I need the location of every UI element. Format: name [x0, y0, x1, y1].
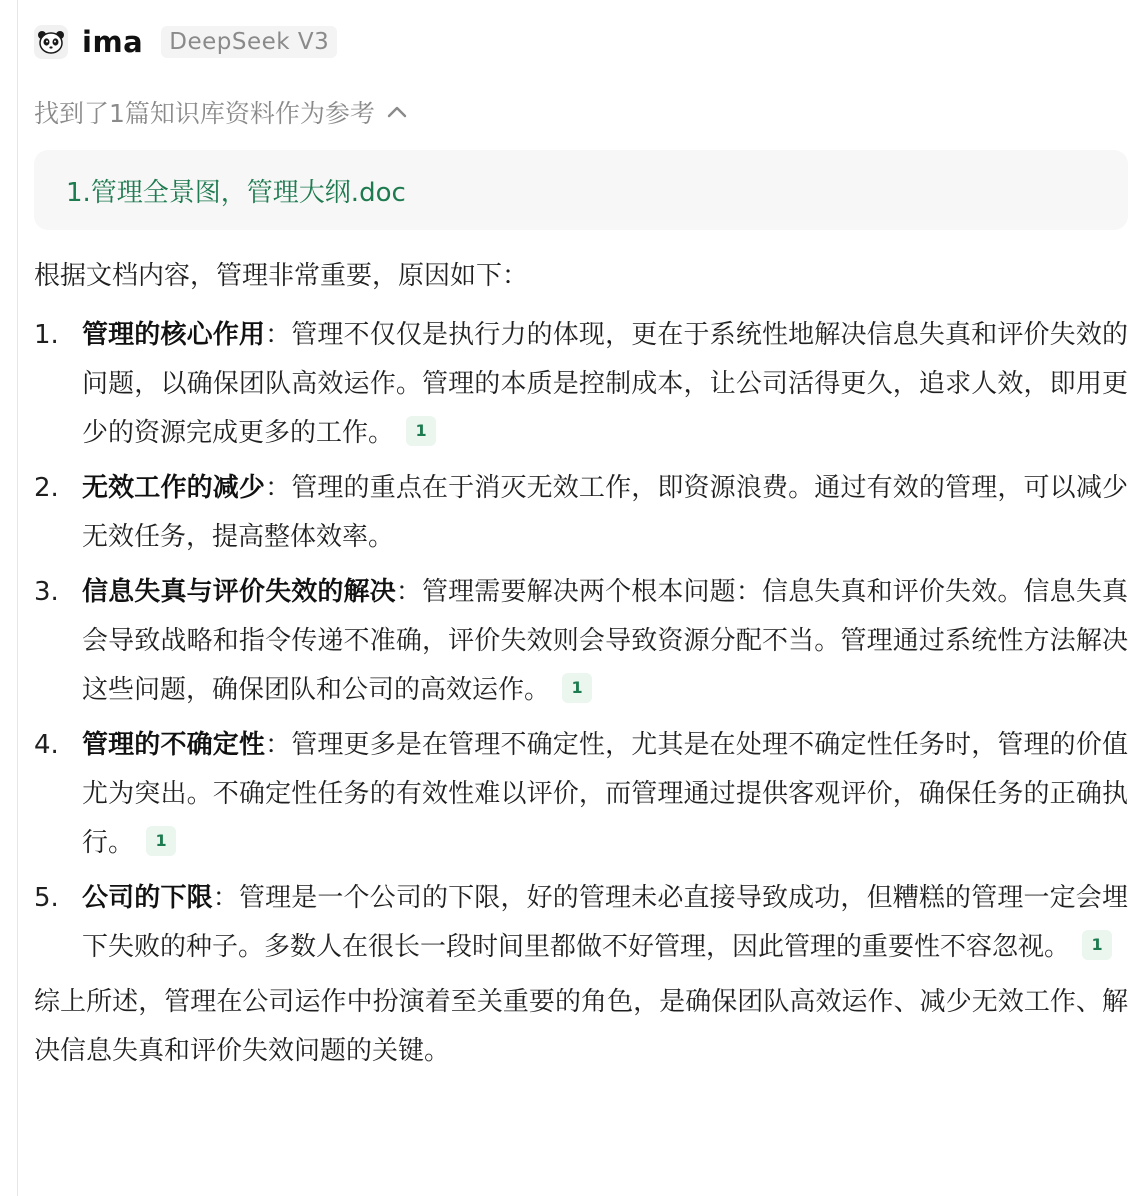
point-title: 无效工作的减少 — [82, 473, 266, 503]
point-text: 管理需要解决两个根本问题：信息失真和评价失效。信息失真会导致战略和指令传递不准确，评价失效则会导致资源分配不当。管理通过系统性方法解决这些问题，确保团队和公司的高效运作。 — [82, 577, 1128, 705]
reference-link-doc[interactable]: 1.管理全景图，管理大纲.doc — [66, 177, 406, 208]
chevron-up-icon[interactable] — [387, 106, 407, 118]
list-item — [34, 568, 1128, 715]
point-separator: ： — [395, 577, 422, 607]
point-title: 管理的核心作用 — [82, 320, 266, 350]
list-content — [82, 721, 1128, 868]
list-number: 2. — [34, 473, 59, 503]
citation-badge[interactable]: 1 — [562, 673, 592, 703]
list-content — [82, 311, 1128, 458]
point-separator: ： — [265, 320, 292, 350]
answer-body — [34, 252, 1128, 1076]
citation-badge[interactable]: 1 — [1082, 930, 1112, 960]
list-number: 5. — [34, 883, 59, 913]
panda-icon — [34, 25, 68, 59]
app-name: ima — [82, 25, 144, 59]
point-separator: ： — [265, 473, 292, 503]
point-text: 管理不仅仅是执行力的体现，更在于系统性地解决信息失真和评价失效的问题，以确保团队高效运作。管理的本质是控制成本，让公司活得更久，追求人效，即用更少的资源完成更多的工作。 — [82, 320, 1128, 448]
citation-badge[interactable]: 1 — [146, 826, 176, 856]
reasons-list — [34, 311, 1128, 972]
point-text: 管理的重点在于消灭无效工作，即资源浪费。通过有效的管理，可以减少无效任务，提高整体效率。 — [82, 473, 1128, 552]
list-number: 1. — [34, 320, 59, 350]
list-item — [34, 311, 1128, 458]
point-title: 公司的下限 — [82, 883, 213, 913]
answer-intro: 根据文档内容，管理非常重要，原因如下： — [34, 261, 529, 291]
list-number: 3. — [34, 577, 59, 607]
references-toggle-label: 找到了1篇知识库资料作为参考 — [34, 99, 375, 128]
point-text: 管理是一个公司的下限，好的管理未必直接导致成功，但糟糕的管理一定会埋下失败的种子。多数人在很长一段时间里都做不好管理，因此管理的重要性不容忽视。 — [82, 883, 1128, 962]
left-divider — [17, 0, 18, 1196]
list-item — [34, 721, 1128, 868]
list-content — [82, 874, 1128, 972]
point-text: 管理更多是在管理不确定性，尤其是在处理不确定性任务时，管理的价值尤为突出。不确定性任务的有效性难以评价，而管理通过提供客观评价，确保任务的正确执行。 — [82, 730, 1128, 858]
list-item — [34, 874, 1128, 972]
point-separator: ： — [212, 883, 239, 913]
list-number: 4. — [34, 730, 59, 760]
response-header — [34, 20, 1128, 64]
list-item — [34, 464, 1128, 562]
citation-badge[interactable]: 1 — [406, 416, 436, 446]
references-list — [34, 150, 1128, 230]
model-badge: DeepSeek V3 — [161, 26, 337, 58]
chat-response — [34, 20, 1128, 1076]
list-content — [82, 464, 1128, 562]
references-toggle[interactable] — [34, 94, 1128, 130]
list-content — [82, 568, 1128, 715]
point-title: 管理的不确定性 — [82, 730, 266, 760]
answer-summary: 综上所述，管理在公司运作中扮演着至关重要的角色，是确保团队高效运作、减少无效工作、解决信息失真和评价失效问题的关键。 — [34, 987, 1128, 1066]
point-separator: ： — [265, 730, 292, 760]
point-title: 信息失真与评价失效的解决 — [82, 577, 396, 607]
